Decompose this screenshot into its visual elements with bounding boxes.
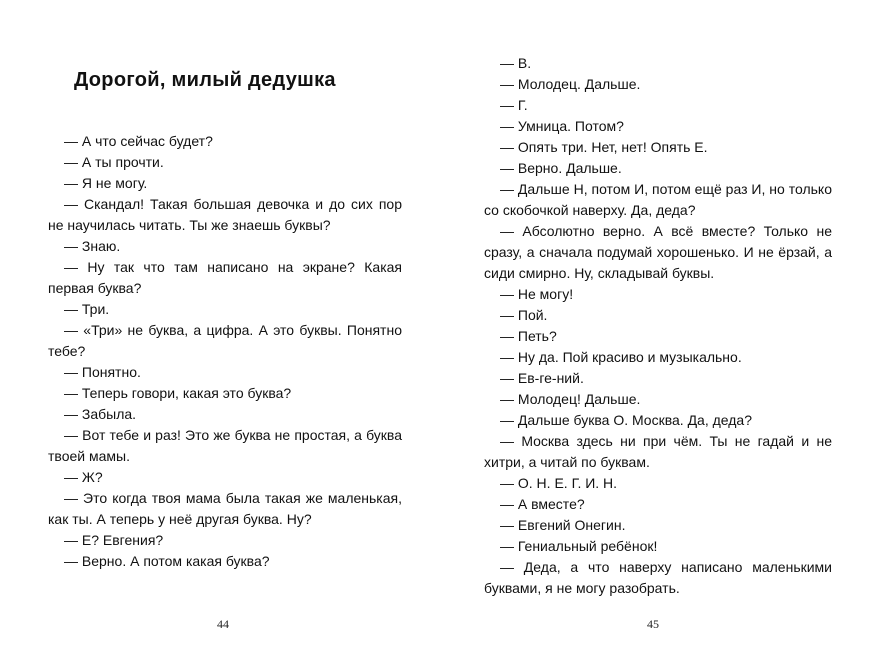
paragraph: — А что сейчас будет? [64,133,213,149]
paragraph: — Дальше буква О. Москва. Да, деда? [500,412,752,428]
paragraph: — В. [500,55,532,71]
paragraph: — Г. [500,97,528,113]
paragraph: — Это когда твоя мама была такая же маленькая, как ты. А теперь у неё другая буква. Ну? [48,490,402,527]
paragraph: — Пой. [500,307,548,323]
paragraph: — Забыла. [64,406,137,422]
paragraph: — А вместе? [500,496,585,512]
paragraph: — Гениальный ребёнок! [500,538,658,554]
paragraph: — Опять три. Нет, нет! Опять Е. [500,139,708,155]
paragraph: — Абсолютно верно. А всё вместе? Только не сразу, а сначала подумай хорошенько. И не ёрзай, а сиди смирно. Ну, складывай буквы. [484,223,832,281]
paragraph: — Три. [64,301,110,317]
left-page-text [48,131,402,572]
paragraph: — Петь? [500,328,557,344]
paragraph: — Теперь говори, какая это буква? [64,385,292,401]
paragraph: — Умница. Потом? [500,118,624,134]
chapter-title: Дорогой, милый дедушка [74,69,336,91]
paragraph: — Понятно. [64,364,141,380]
paragraph: — Не могу! [500,286,574,302]
paragraph: — Ев-ге-ний. [500,370,584,386]
paragraph: — А ты прочти. [64,154,164,170]
paragraph: — Вот тебе и раз! Это же буква не простая, а буква твоей мамы. [48,427,402,464]
paragraph: — Ну да. Пой красиво и музыкально. [500,349,742,365]
paragraph: — Ну так что там написано на экране? Какая первая буква? [48,259,402,296]
paragraph: — Верно. А потом какая буква? [64,553,270,569]
paragraph: — Молодец! Дальше. [500,391,641,407]
paragraph: — Верно. Дальше. [500,160,622,176]
paragraph: — Я не могу. [64,175,148,191]
right-page-text [484,53,832,599]
paragraph: — Евгений Онегин. [500,517,626,533]
page-number-left: 44 [217,617,229,631]
paragraph: — Москва здесь ни при чём. Ты не гадай и не хитри, а читай по буквам. [484,433,832,470]
page-number-right: 45 [647,617,659,631]
paragraph: — Молодец. Дальше. [500,76,641,92]
paragraph: — Скандал! Такая большая девочка и до сих пор не научилась читать. Ты же знаешь буквы? [48,196,402,233]
paragraph: — Знаю. [64,238,121,254]
paragraph: — Е? Евгения? [64,532,164,548]
paragraph: — Деда, а что наверху написано маленькими буквами, я не могу разобрать. [484,559,832,596]
paragraph: — Ж? [64,469,103,485]
paragraph: — «Три» не буква, а цифра. А это буквы. Понятно тебе? [48,322,402,359]
paragraph: — Дальше Н, потом И, потом ещё раз И, но только со скобочкой наверху. Да, деда? [484,181,832,218]
paragraph: — О. Н. Е. Г. И. Н. [500,475,618,491]
